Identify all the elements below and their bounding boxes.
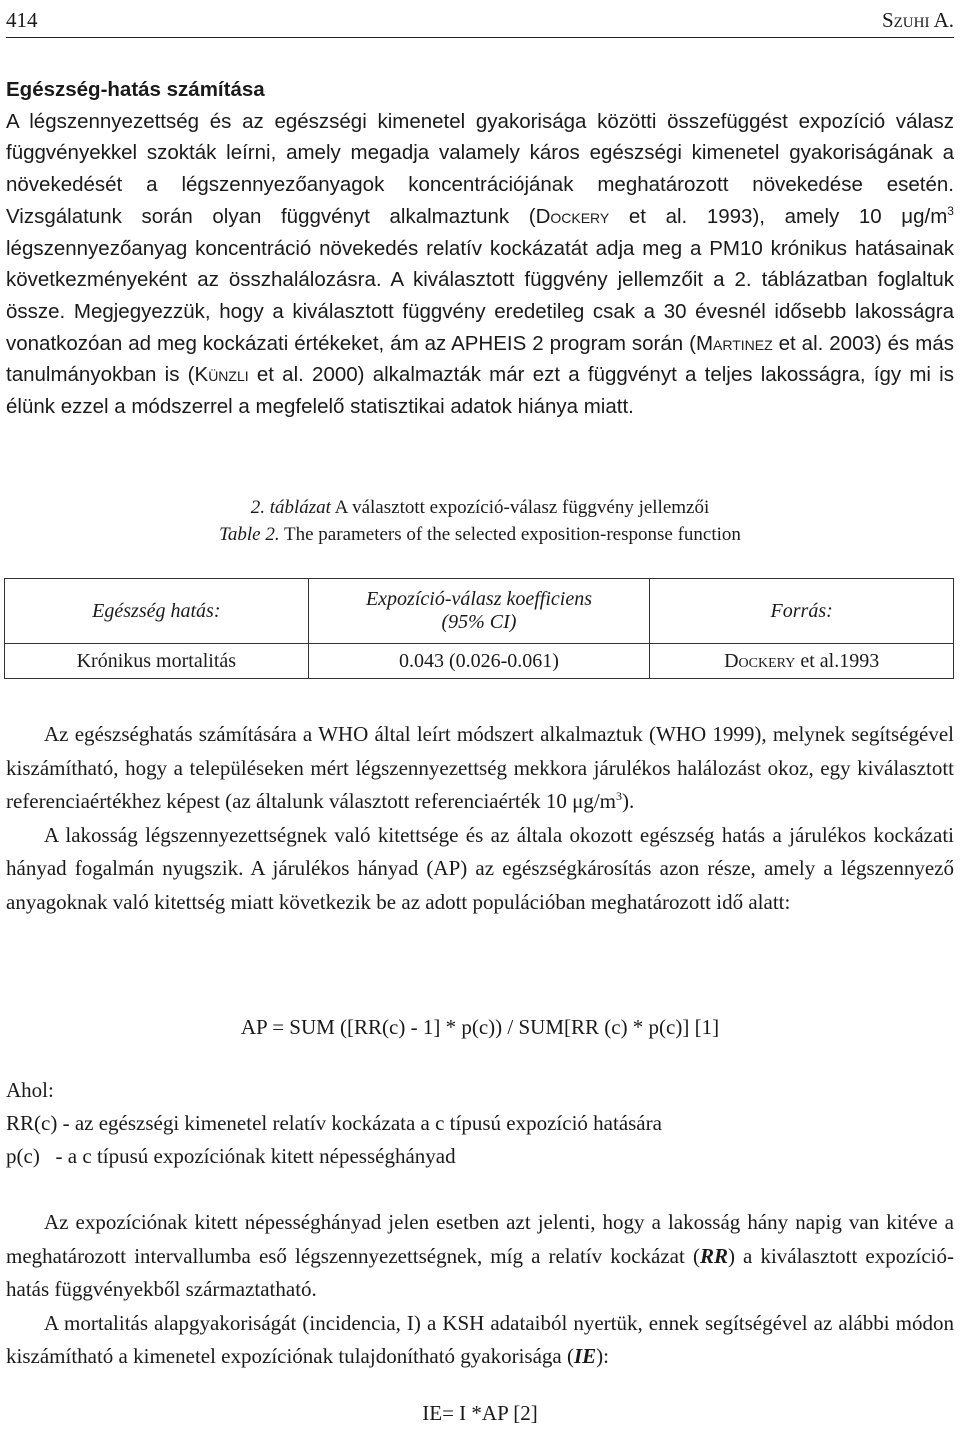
- paragraph-attributable-proportion: A lakosság légszennyezettségnek való kitettsége és az általa okozott egészség hatás a járulékos kockázati hányad fogalmán nyugszik. A járulékos hányad (AP) az egészségkárosítás azon része, amely a légszennyező anyagoknak való kitettség miatt következik be az adott populációban meghatározott idő alatt:: [6, 822, 954, 914]
- term-rr: RR: [699, 1243, 728, 1268]
- table-caption-en: [0, 521, 960, 549]
- text-run: Az expozíciónak kitett népességhányad jelen esetben azt jelenti, hogy a lakosság hány napig van kitéve a meghatározott intervallumba eső légszennyezettségnek, míg a relatív kockázat (: [6, 1210, 954, 1268]
- term-ie: IE: [573, 1344, 597, 1368]
- text-run: A légszennyezettség és az egészségi kimenetel gyakorisága közötti összefüggést expozíció válasz függvényekkel szokták leírni, amely megadja valamely káros egészségi kimenetel gyakoriságának a növekedését a légszennyezőanyagok koncentrációjának meghatározott növekedése esetén. Vizsgálatunk során olyan függvényt alkalmaztunk (: [6, 109, 954, 228]
- text-run: et al. 1993), amely 10 μg/m: [609, 204, 948, 228]
- cell-source-rest: et al.1993: [795, 649, 880, 672]
- header-coefficient: [308, 579, 650, 644]
- header-rule: [6, 37, 954, 38]
- cell-coefficient: 0.043 (0.026-0.061): [308, 644, 650, 679]
- caption-label-hu: 2. táblázat: [250, 497, 331, 518]
- running-head-author: [882, 6, 954, 34]
- section-title: Egészség-hatás számítása: [6, 78, 265, 101]
- author-surname: Szuhi: [881, 8, 930, 32]
- cell-effect: Krónikus mortalitás: [5, 644, 309, 679]
- text-run: ):: [596, 1344, 609, 1368]
- text-run: ) a kiválasztott expozíció-hatás függvényekből származtatható.: [6, 1243, 954, 1301]
- author-initial: A.: [933, 8, 954, 32]
- parameters-table: [4, 578, 954, 679]
- cell-source: [650, 644, 954, 679]
- definition-rr: RR(c) - az egészségi kimenetel relatív kockázata a c típusú expozíció hatására: [6, 1111, 662, 1135]
- superscript: 3: [947, 203, 954, 218]
- header-source: Forrás:: [650, 579, 954, 644]
- header-health-effect: Egészség hatás:: [5, 579, 309, 644]
- definitions: [6, 1074, 662, 1173]
- paragraph-who-method: [6, 718, 954, 819]
- citation-kunzli: Künzli: [194, 363, 249, 387]
- text-run: Az egészséghatás számítására a WHO által leírt módszert alkalmaztuk (WHO 1999), melynek segítségével kiszámítható, hogy a településeken mért légszennyezettség mekkora járulékos halálozást okoz, egy kiválasztott referenciaértékhez képest (az általunk választott referenciaérték 10 μg/m: [6, 722, 954, 813]
- definitions-label: Ahol:: [6, 1078, 54, 1102]
- definition-pc: p(c) - a c típusú expozíciónak kitett népességhányad: [6, 1144, 456, 1168]
- section-title-line: [6, 74, 954, 106]
- citation-martinez: Martinez: [695, 331, 773, 355]
- text-run: et al. 2003) és más tanulmányokban is (: [6, 331, 954, 387]
- caption-label-en: Table 2.: [219, 524, 280, 545]
- page-number: 414: [6, 8, 38, 32]
- table-row: [5, 644, 954, 679]
- caption-text-en: The parameters of the selected exposition-response function: [279, 524, 741, 545]
- table-header-row: [5, 579, 954, 644]
- header-coefficient-line2: (95% CI): [441, 611, 517, 633]
- text-run: et al. 2000) alkalmazták már ezt a függvényt a teljes lakosságra, így mi is élünk ezzel a módszerrel a megfelelő statisztikai adatok hiánya miatt.: [6, 363, 954, 419]
- body-section-3: [6, 1206, 954, 1374]
- text-run: ).: [622, 789, 635, 813]
- superscript: 3: [616, 789, 622, 803]
- header-coefficient-line1: Expozíció-válasz koefficiens: [365, 588, 592, 610]
- paragraph-mortality: [6, 1307, 954, 1374]
- paragraph-intro: [6, 106, 954, 423]
- running-header: [6, 6, 954, 40]
- table-caption-hu: [0, 494, 960, 522]
- section-health-impact: [6, 74, 954, 423]
- paragraph-exposure: [6, 1206, 954, 1307]
- equation-ie: IE= I *AP [2]: [422, 1401, 538, 1425]
- equation-ap: AP = SUM ([RR(c) - 1] * p(c)) / SUM[RR (c) * p(c)] [1]: [240, 1015, 720, 1039]
- body-section-2: [6, 718, 954, 919]
- text-run: A mortalitás alapgyakoriságát (incidencia, I) a KSH adataiból nyertük, ennek segítségével az alábbi módon kiszámítható a kimenetel expozíciónak tulajdonítható gyakorisága (: [6, 1310, 954, 1368]
- caption-text-hu: A választott expozíció-válasz függvény jellemzői: [330, 497, 710, 518]
- citation-dockery: Dockery: [535, 204, 610, 228]
- cell-source-name: Dockery: [724, 649, 796, 672]
- text-run: légszennyezőanyag koncentráció növekedés relatív kockázatát adja meg a PM10 krónikus hatásainak következményeként az összhalálozásra. A kiválasztott függvény jellemzőit a 2. táblázatban foglaltuk össze. Megjegyezzük, hogy a kiválasztott függvény eredetileg csak a 30 évesnél idősebb lakosságra vonatkozóan ad meg kockázati értékeket, ám az APHEIS 2 program során (: [6, 236, 954, 355]
